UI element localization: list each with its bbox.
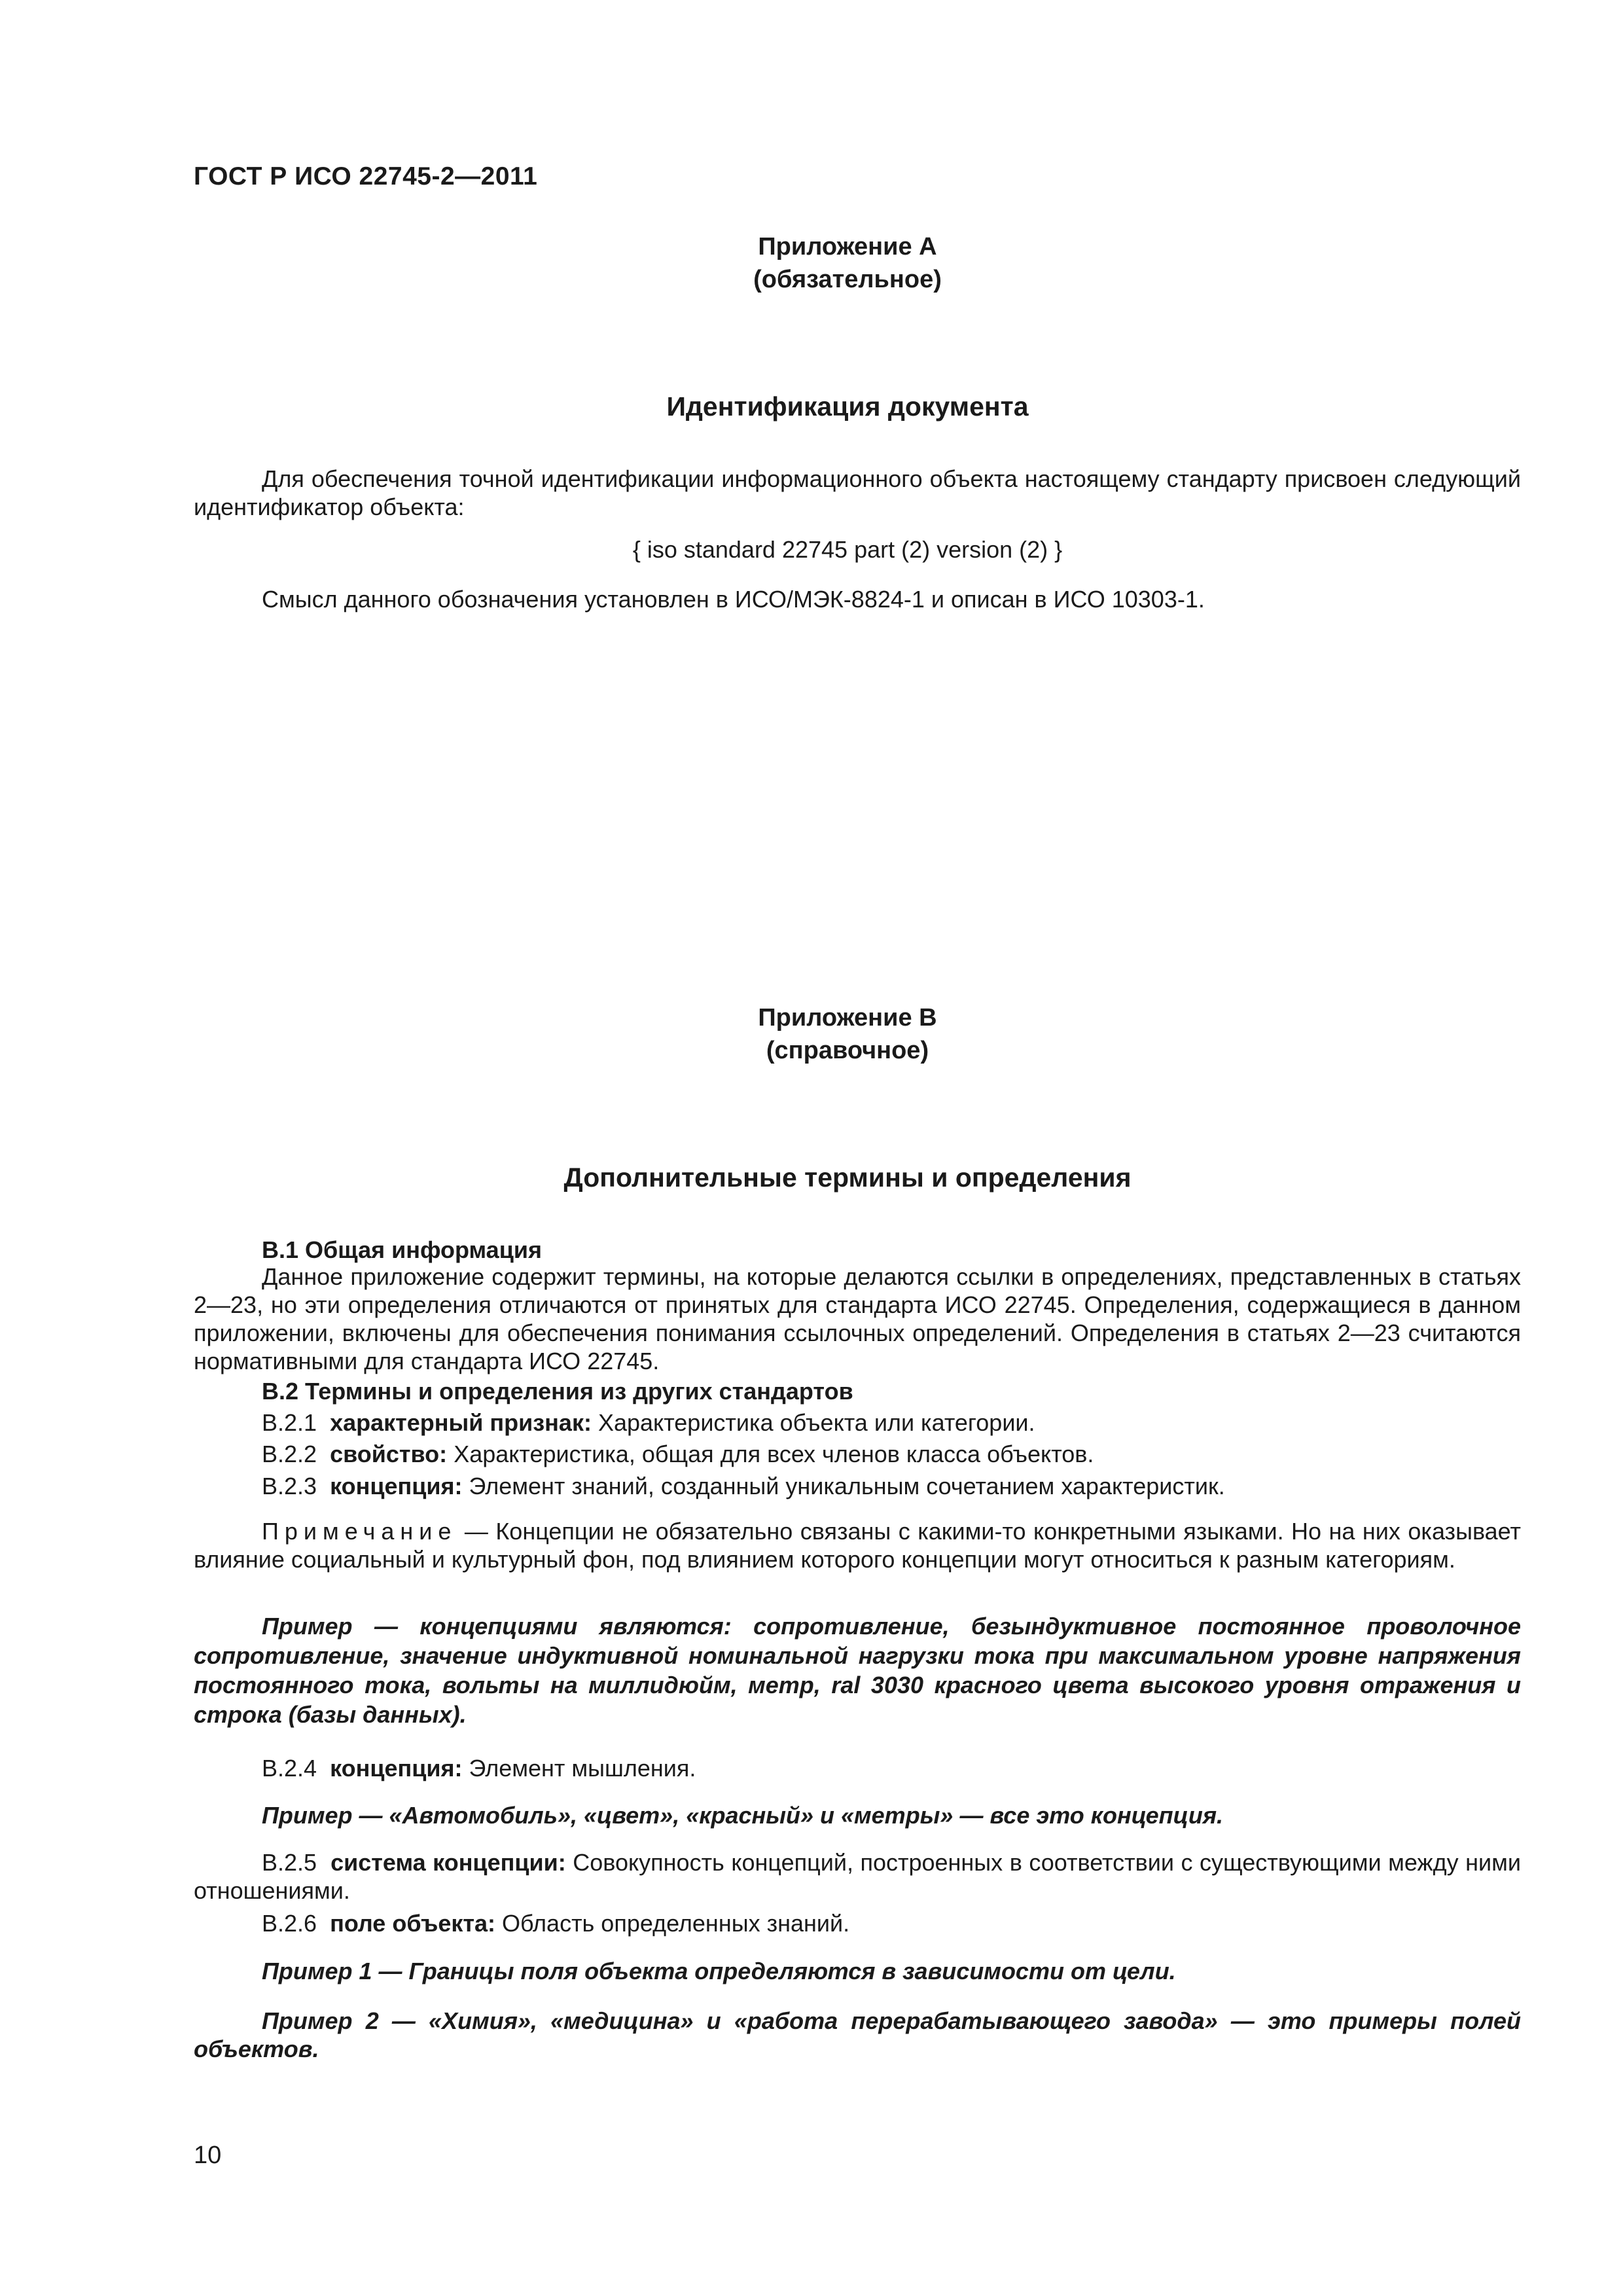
note-label: Примечание xyxy=(262,1518,457,1545)
page-number: 10 xyxy=(194,2142,222,2169)
term-definition: Характеристика объекта или категории. xyxy=(597,1409,1035,1436)
object-identifier: { iso standard 22745 part (2) version (2) } xyxy=(632,536,1063,563)
example-automobile: Пример — «Автомобиль», «цвет», «красный» и «метры» — все это концепция. xyxy=(262,1802,1224,1829)
term-definition: Область определенных знаний. xyxy=(502,1910,850,1937)
term-b-2-6 xyxy=(262,1909,849,1937)
annex-a-type: (обязательное) xyxy=(753,266,942,293)
document-header: ГОСТ Р ИСО 22745-2—2011 xyxy=(194,162,538,190)
term-definition: Элемент мышления. xyxy=(469,1755,696,1782)
term-b-2-3 xyxy=(262,1472,1225,1500)
section-b1-text: Данное приложение содержит термины, на которые делаются ссылки в определениях, представленных в статьях 2—23, но эти определения отличаются от принятых для стандарта ИСО 22745. Определения, содержащиеся в данном приложении, включены для обеспечения понимания ссылочных определений. Определения в статьях 2—23 считаются нормативными для стандарта ИСО 22745. xyxy=(194,1263,1521,1374)
term-number: В.2.3 xyxy=(262,1473,317,1499)
term-number: В.2.6 xyxy=(262,1910,317,1937)
term-name: концепция: xyxy=(330,1755,463,1782)
section-b2-heading: В.2 Термины и определения из других стандартов xyxy=(262,1378,853,1405)
term-definition: Совокупность концепций, построенных в соответствии с существующими между ними отношениями. xyxy=(194,1849,1521,1904)
annex-a-paragraph-2: Смысл данного обозначения установлен в ИСО/МЭК-8824-1 и описан в ИСО 10303-1. xyxy=(262,586,1205,613)
term-definition: Элемент знаний, созданный уникальным сочетанием характеристик. xyxy=(469,1473,1225,1499)
term-b-2-1 xyxy=(262,1408,1035,1437)
term-number: В.2.1 xyxy=(262,1409,317,1436)
term-name: свойство: xyxy=(330,1441,448,1467)
annex-b-type: (справочное) xyxy=(766,1037,929,1064)
term-name: концепция: xyxy=(330,1473,463,1499)
annex-b-heading xyxy=(0,1001,1623,1067)
term-b-2-5 xyxy=(194,1848,1521,1905)
example-2-field: Пример 2 — «Химия», «медицина» и «работа перерабатывающего завода» — это примеры полей объектов. xyxy=(194,2007,1521,2062)
example-1-field: Пример 1 — Границы поля объекта определяются в зависимости от цели. xyxy=(262,1958,1176,1984)
note-text: — Концепции не обязательно связаны с какими-то конкретными языками. Но на них оказывает влияние социальный и культурный фон, под влиянием которого концепции могут относиться к разным категориям. xyxy=(194,1518,1521,1573)
example-concepts: Пример — концепциями являются: сопротивление, безындуктивное постоянное проволочное сопротивление, значение индуктивной номинальной нагрузки тока при максимальном уровне напряжения постоянного тока, вольты на миллидюйм, метр, ral 3030 красного цвета высокого уровня отражения и строка (базы данных). xyxy=(194,1613,1521,1728)
term-b-2-2 xyxy=(262,1440,1094,1468)
annex-a-label: Приложение А xyxy=(758,233,937,260)
annex-a-heading xyxy=(0,230,1623,296)
annex-a-title: Идентификация документа xyxy=(666,391,1029,422)
term-number: В.2.4 xyxy=(262,1755,317,1782)
note-paragraph xyxy=(194,1517,1521,1573)
term-name: система концепции: xyxy=(330,1849,566,1876)
term-name: поле объекта: xyxy=(330,1910,496,1937)
annex-a-paragraph-1: Для обеспечения точной идентификации информационного объекта настоящему стандарту присвоен следующий идентификатор объекта: xyxy=(194,465,1521,520)
term-b-2-4 xyxy=(262,1754,696,1782)
term-number: В.2.2 xyxy=(262,1441,317,1467)
section-b1-heading: В.1 Общая информация xyxy=(262,1236,542,1263)
annex-b-label: Приложение В xyxy=(758,1004,937,1031)
term-number: В.2.5 xyxy=(262,1849,317,1876)
term-name: характерный признак: xyxy=(330,1409,592,1436)
annex-b-title: Дополнительные термины и определения xyxy=(563,1162,1132,1193)
term-definition: Характеристика, общая для всех членов класса объектов. xyxy=(454,1441,1094,1467)
